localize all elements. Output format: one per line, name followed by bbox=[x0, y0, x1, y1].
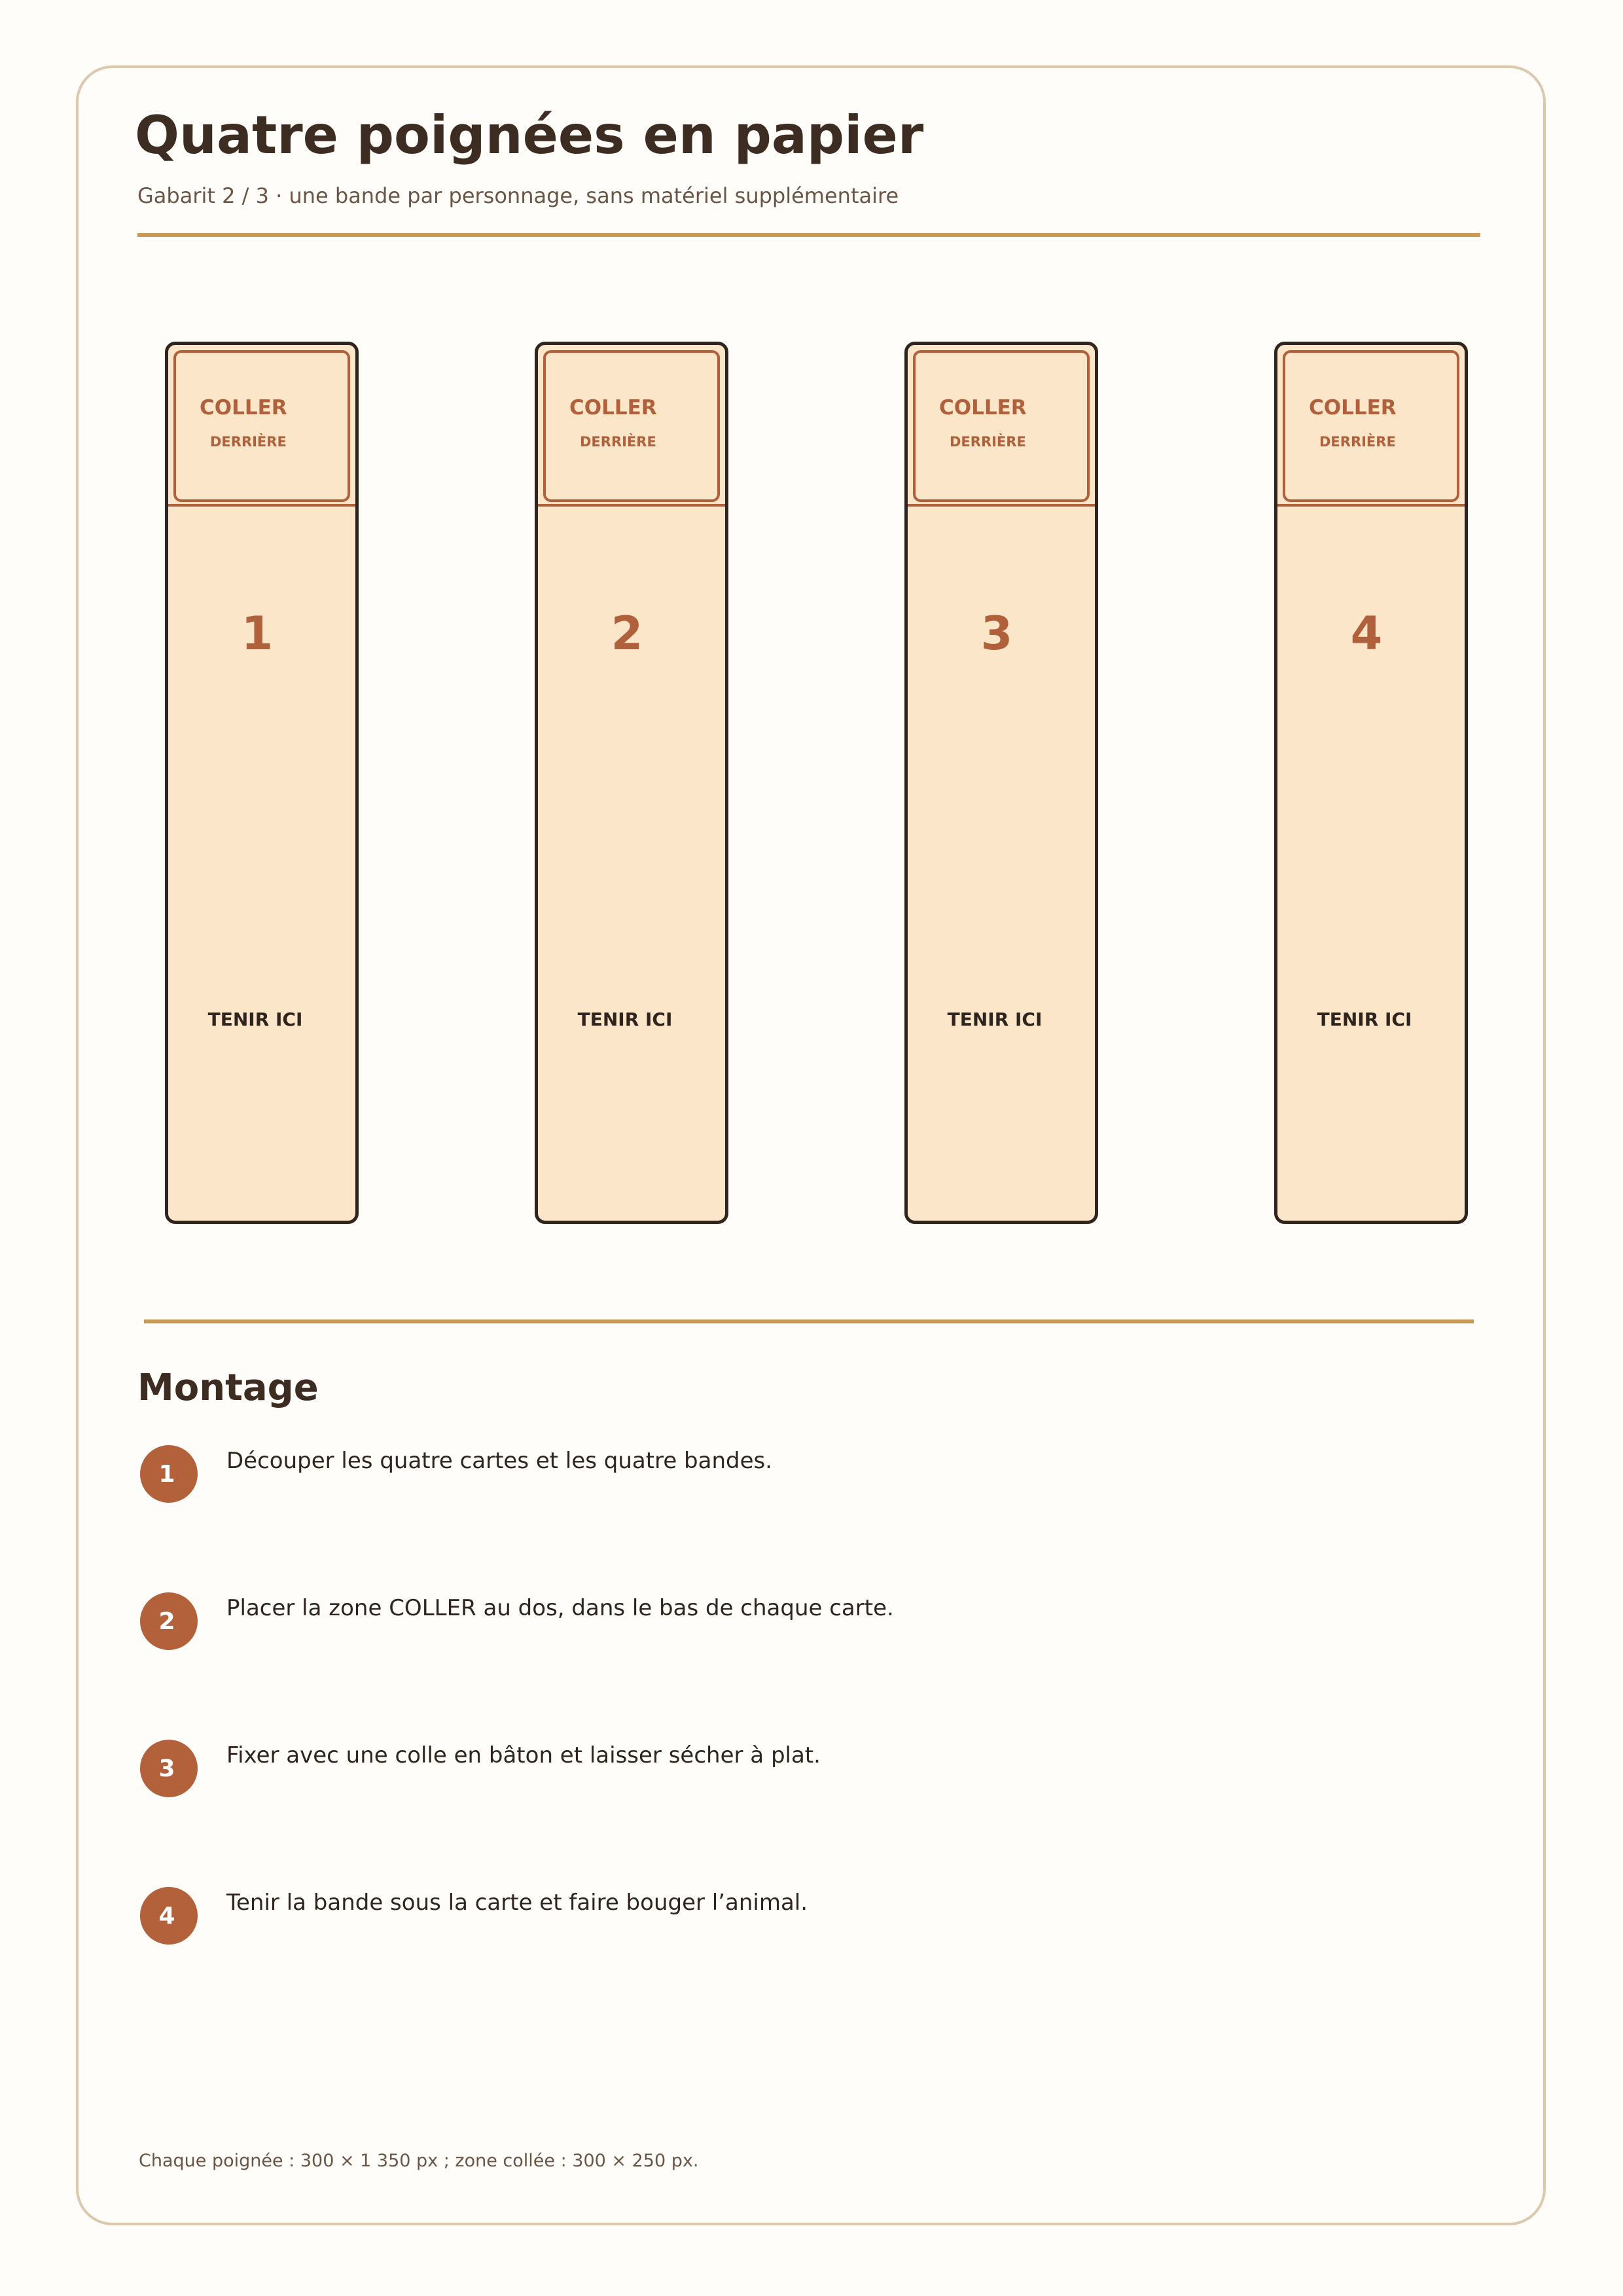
strip-number: 2 bbox=[611, 607, 643, 660]
step-number-badge: 3 bbox=[140, 1740, 198, 1797]
hold-label: TENIR ICI bbox=[947, 1009, 1043, 1030]
glue-label: COLLER bbox=[569, 396, 657, 420]
page-subtitle: Gabarit 2 / 3 · une bande par personnage, sans matériel supplémentaire bbox=[137, 183, 899, 208]
section-divider bbox=[144, 1319, 1474, 1323]
page-title: Quatre poignées en papier bbox=[135, 105, 924, 166]
glue-zone bbox=[1283, 350, 1459, 502]
header-divider bbox=[137, 233, 1480, 237]
fold-line bbox=[168, 504, 355, 507]
handle-strip-4 bbox=[1274, 342, 1468, 1224]
hold-label: TENIR ICI bbox=[1317, 1009, 1412, 1030]
glue-zone bbox=[173, 350, 350, 502]
glue-sublabel: DERRIÈRE bbox=[580, 434, 656, 450]
step-text: Découper les quatre cartes et les quatre bandes. bbox=[226, 1448, 773, 1474]
assembly-title: Montage bbox=[137, 1367, 319, 1409]
glue-label: COLLER bbox=[939, 396, 1027, 420]
step-text: Fixer avec une colle en bâton et laisser sécher à plat. bbox=[226, 1742, 821, 1768]
glue-sublabel: DERRIÈRE bbox=[950, 434, 1026, 450]
hold-label: TENIR ICI bbox=[577, 1009, 673, 1030]
step-number-badge: 2 bbox=[140, 1592, 198, 1650]
dimensions-footnote: Chaque poignée : 300 × 1 350 px ; zone collée : 300 × 250 px. bbox=[139, 2151, 699, 2171]
glue-zone bbox=[913, 350, 1090, 502]
handle-strip-2 bbox=[535, 342, 728, 1224]
glue-label: COLLER bbox=[200, 396, 287, 420]
fold-line bbox=[908, 504, 1095, 507]
step-number-badge: 1 bbox=[140, 1445, 198, 1503]
fold-line bbox=[1277, 504, 1465, 507]
glue-sublabel: DERRIÈRE bbox=[1319, 434, 1396, 450]
handle-strip-3 bbox=[904, 342, 1098, 1224]
strip-number: 4 bbox=[1350, 607, 1383, 660]
fold-line bbox=[538, 504, 725, 507]
glue-zone bbox=[543, 350, 720, 502]
step-text: Placer la zone COLLER au dos, dans le bas de chaque carte. bbox=[226, 1595, 894, 1621]
hold-label: TENIR ICI bbox=[207, 1009, 303, 1030]
strip-number: 3 bbox=[980, 607, 1013, 660]
strip-number: 1 bbox=[241, 607, 274, 660]
step-text: Tenir la bande sous la carte et faire bouger l’animal. bbox=[226, 1890, 808, 1916]
glue-sublabel: DERRIÈRE bbox=[210, 434, 287, 450]
step-number-badge: 4 bbox=[140, 1887, 198, 1945]
glue-label: COLLER bbox=[1309, 396, 1397, 420]
handle-strip-1 bbox=[165, 342, 359, 1224]
